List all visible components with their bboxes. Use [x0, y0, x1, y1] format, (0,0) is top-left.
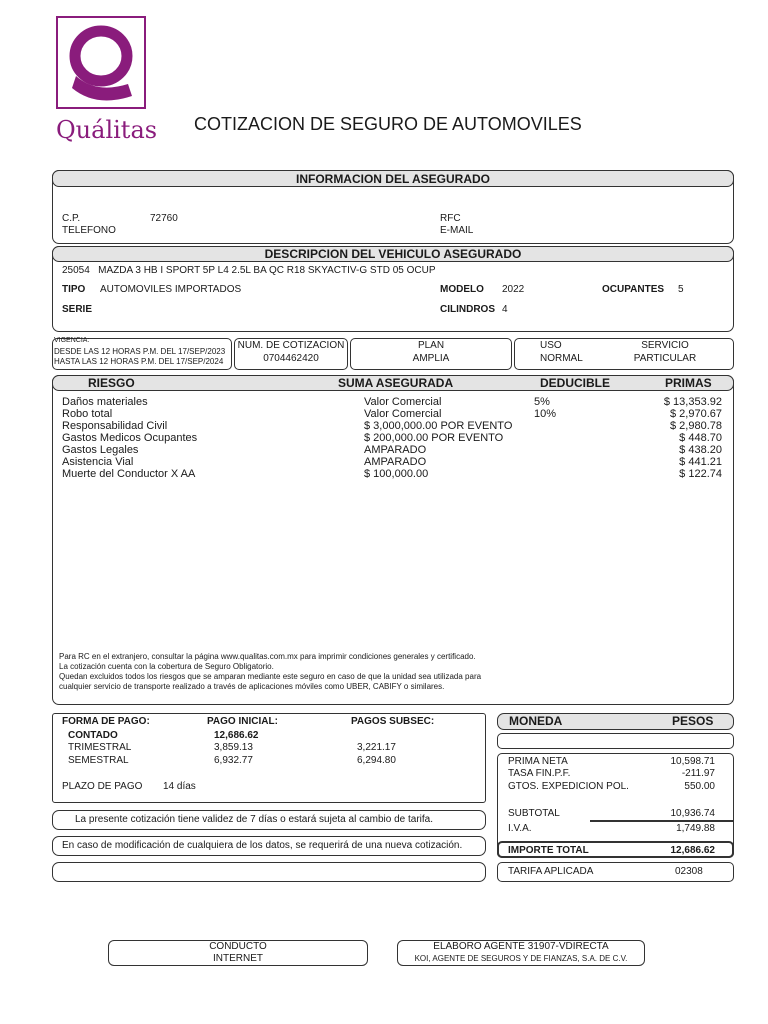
brand-name: Quálitas [56, 116, 158, 144]
tipo-value: AUTOMOVILES IMPORTADOS [100, 284, 242, 295]
uso-label: USO [540, 340, 562, 351]
servicio-label: SERVICIO [641, 340, 689, 351]
coverage-row [62, 456, 724, 468]
payment-inicial: 3,859.13 [214, 742, 253, 753]
coverage-row [62, 432, 724, 444]
plazo-value: 14 días [163, 781, 196, 792]
conducto-line2: INTERNET [213, 953, 263, 964]
modification-note: En caso de modificación de cualquiera de los datos, se requerirá de una nueva cotización. [62, 840, 463, 851]
coverage-suma: AMPARADO [364, 456, 427, 468]
coverage-riesgo: Responsabilidad Civil [62, 420, 168, 432]
coverage-suma: $ 100,000.00 [364, 468, 429, 480]
coverage-note: Quedan excluidos todos los riesgos que se amparan mediante este seguro en caso de que la unidad sea utilizada para [59, 672, 482, 681]
coverage-row [62, 444, 724, 456]
coverage-riesgo: Gastos Legales [62, 444, 139, 456]
coverage-suma: Valor Comercial [364, 396, 442, 408]
vigencia-label: VIGENCIA: [54, 337, 90, 344]
coverage-deducible: 5% [534, 396, 550, 408]
payment-inicial: 12,686.62 [214, 730, 259, 741]
agente-line1: ELABORO AGENTE 31907-VDIRECTA [433, 941, 609, 952]
forma-label: FORMA DE PAGO: [62, 716, 150, 727]
cp-value: 72760 [150, 213, 178, 224]
gastos-value: 550.00 [684, 781, 715, 792]
agente-line2: KOI, AGENTE DE SEGUROS Y DE FIANZAS, S.A. DE C.V. [414, 954, 628, 963]
tarifa-label: TARIFA APLICADA [508, 866, 594, 877]
importe-label: IMPORTE TOTAL [508, 845, 589, 856]
vigencia-hasta: HASTA LAS 12 HORAS P.M. DEL 17/SEP/2024 [54, 357, 224, 366]
coverage-note: Para RC en el extranjero, consultar la página www.qualitas.com.mx para imprimir condiciones generales y certificado. [59, 652, 476, 661]
uso-value: NORMAL [540, 353, 583, 364]
cotizacion-label: NUM. DE COTIZACION [237, 340, 345, 351]
coverage-suma: AMPARADO [364, 444, 427, 456]
rfc-label: RFC [440, 213, 461, 224]
col-riesgo: RIESGO [88, 376, 135, 390]
coverage-riesgo: Asistencia Vial [62, 456, 134, 468]
payment-forma: TRIMESTRAL [68, 742, 132, 753]
qualitas-q-mark [56, 16, 148, 110]
coverage-prima: $ 13,353.92 [663, 396, 722, 408]
coverage-suma: $ 3,000,000.00 POR EVENTO [364, 420, 513, 432]
plan-value: AMPLIA [412, 353, 450, 364]
payment-forma: CONTADO [68, 730, 118, 741]
subsec-label: PAGOS SUBSEC: [351, 716, 435, 727]
coverage-riesgo: Muerte del Conductor X AA [62, 468, 196, 480]
coverage-riesgo: Gastos Medicos Ocupantes [62, 432, 198, 444]
ocupantes-label: OCUPANTES [602, 284, 665, 295]
cilindros-value: 4 [502, 304, 508, 315]
coverage-suma: $ 200,000.00 POR EVENTO [364, 432, 504, 444]
vigencia-desde: DESDE LAS 12 HORAS P.M. DEL 17/SEP/2023 [54, 347, 226, 356]
subtotal-value: 10,936.74 [670, 808, 715, 819]
coverage-row [62, 408, 724, 420]
iva-label: I.V.A. [508, 823, 532, 834]
gastos-label: GTOS. EXPEDICION POL. [508, 781, 629, 792]
moneda-label: MONEDA [509, 714, 563, 728]
payment-inicial: 6,932.77 [214, 755, 253, 766]
col-primas: PRIMAS [665, 376, 712, 390]
tarifa-value: 02308 [675, 866, 703, 877]
coverage-prima: $ 2,970.67 [670, 408, 722, 420]
insured-heading: INFORMACION DEL ASEGURADO [52, 170, 734, 187]
cilindros-label: CILINDROS [440, 304, 495, 315]
col-suma: SUMA ASEGURADA [338, 376, 454, 390]
subtotal-label: SUBTOTAL [508, 808, 560, 819]
coverage-prima: $ 441.21 [679, 456, 722, 468]
modelo-value: 2022 [502, 284, 525, 295]
coverage-row [62, 420, 724, 432]
page-title: COTIZACION DE SEGURO DE AUTOMOVILES [194, 114, 582, 134]
payment-forma: SEMESTRAL [68, 755, 129, 766]
col-deducible: DEDUCIBLE [540, 376, 611, 390]
coverage-riesgo: Robo total [62, 408, 113, 420]
serie-label: SERIE [62, 304, 93, 315]
coverage-riesgo: Daños materiales [62, 396, 148, 408]
prima-neta-label: PRIMA NETA [508, 756, 568, 767]
vehicle-description: 25054 MAZDA 3 HB I SPORT 5P L4 2.5L BA QC R18 SKYACTIV-G STD 05 OCUP [62, 265, 436, 276]
validity-note: La presente cotización tiene validez de 7 días o estará sujeta al cambio de tarifa. [75, 814, 433, 825]
vehicle-heading: DESCRIPCION DEL VEHICULO ASEGURADO [52, 246, 734, 262]
cp-label: C.P. [62, 213, 81, 224]
plazo-label: PLAZO DE PAGO [62, 781, 143, 792]
coverage-note: cualquier servicio de transporte realizado a través de aplicaciones móviles como UBER, CABIFY o similares. [59, 682, 445, 691]
payment-subsec: 6,294.80 [357, 755, 396, 766]
phone-label: TELEFONO [62, 225, 116, 236]
cotizacion-value: 0704462420 [263, 353, 319, 364]
modelo-label: MODELO [440, 284, 484, 295]
prima-neta-value: 10,598.71 [670, 756, 715, 767]
coverage-deducible: 10% [534, 408, 557, 420]
ocupantes-value: 5 [678, 284, 684, 295]
tasa-value: -211.97 [681, 768, 715, 779]
empty-totals-box [497, 733, 734, 749]
coverage-row [62, 468, 724, 480]
inicial-label: PAGO INICIAL: [207, 716, 278, 727]
coverage-note: La cotización cuenta con la cobertura de Seguro Obligatorio. [59, 662, 274, 671]
coverage-prima: $ 2,980.78 [670, 420, 722, 432]
coverage-suma: Valor Comercial [364, 408, 442, 420]
email-label: E-MAIL [440, 225, 474, 236]
qualitas-logo [56, 16, 158, 148]
subtotal-rule [590, 820, 734, 822]
payment-subsec: 3,221.17 [357, 742, 396, 753]
iva-value: 1,749.88 [676, 823, 715, 834]
tipo-label: TIPO [62, 284, 86, 295]
servicio-value: PARTICULAR [633, 353, 697, 364]
moneda-value: PESOS [672, 714, 714, 728]
coverage-prima: $ 448.70 [679, 432, 722, 444]
coverage-prima: $ 438.20 [679, 444, 722, 456]
importe-value: 12,686.62 [670, 845, 715, 856]
plan-label: PLAN [417, 340, 445, 351]
coverage-row [62, 396, 724, 408]
conducto-line1: CONDUCTO [209, 941, 267, 952]
empty-note-box [52, 862, 486, 882]
tasa-label: TASA FIN.P.F. [508, 768, 571, 779]
coverage-prima: $ 122.74 [679, 468, 722, 480]
